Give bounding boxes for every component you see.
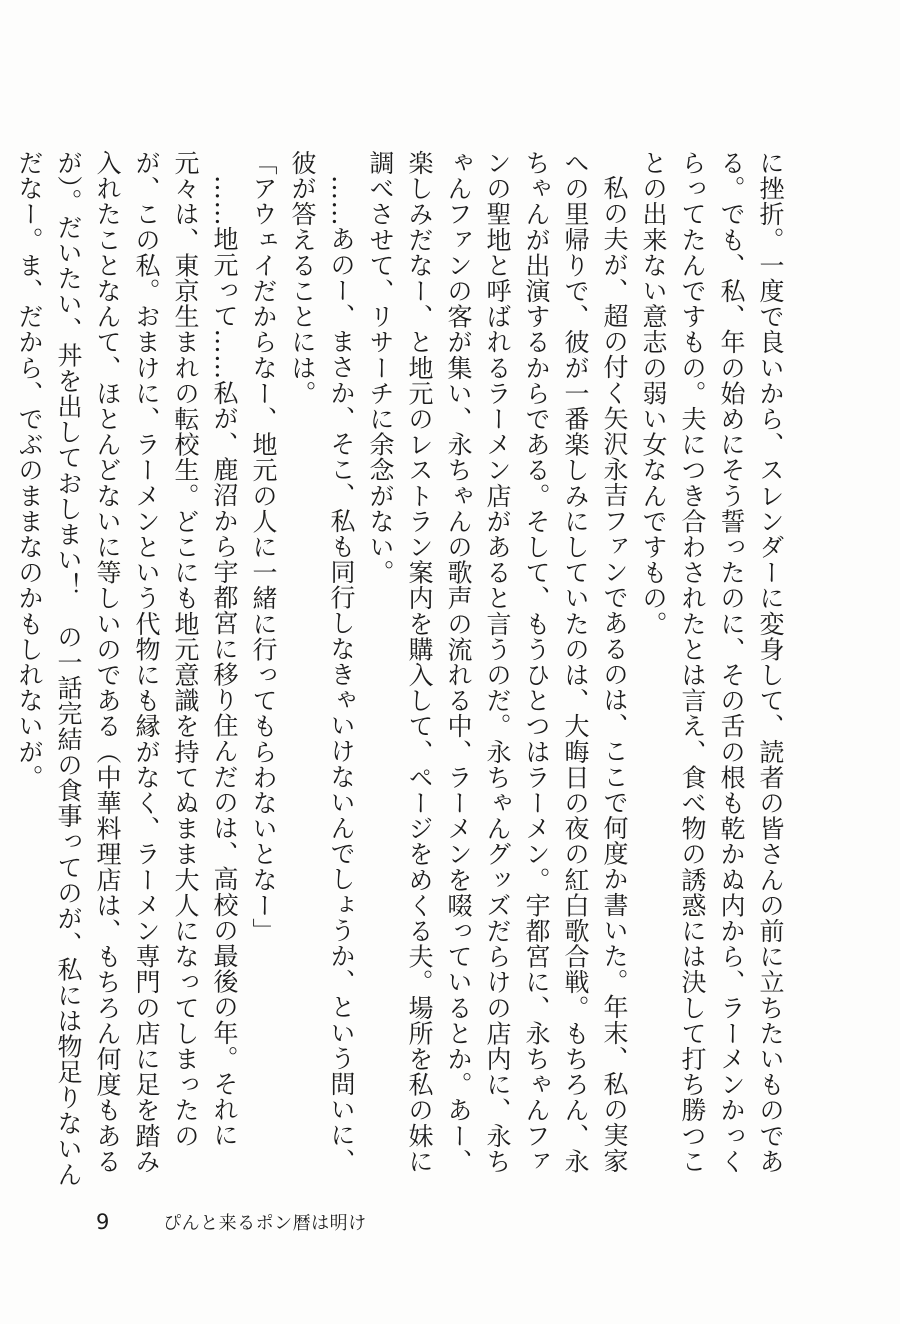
page-footer: [96, 1209, 367, 1235]
paragraph: 私の夫が、超の付く矢沢永吉ファンであるのは、ここで何度か書いた。年末、私の実家への里帰りで、彼が一番楽しみにしていたのは、大晦日の夜の紅白歌合戦。もちろん、永ちゃんが出演するからである。そして、もうひとつはラーメン。宇都宮に、永ちゃんファンの聖地と呼ばれるラーメン店があると言うのだ。永ちゃんグッズだらけの店内に、永ちゃんファンの客が集い、永ちゃんの歌声の流れる中、ラーメンを啜っているとか。あー、楽しみだなー、と地元のレストラン案内を購入して、ページをめくる夫。場所を私の妹に調べさせて、リサーチに余念がない。: [366, 150, 629, 1174]
dialogue-paragraph: 「アウェイだからなー、地元の人に一緒に行ってもらわないとなー」: [249, 150, 278, 944]
vertical-body-text: [10, 150, 790, 1190]
running-title: ぴんと来るポン暦は明け: [163, 1213, 367, 1234]
page-number: 9: [96, 1210, 110, 1234]
paragraph: に挫折。一度で良いから、スレンダーに変身して、読者の皆さんの前に立ちたいものである。でも、私、年の始めにそう誓ったのに、その舌の根も乾かぬ内から、ラーメンかっくらってたんですもの。夫につき合わされたとは言え、食べ物の誘惑には決して打ち勝つことの出来ない意志の弱い女なんですもの。: [639, 150, 785, 1174]
paragraph: ……あのー、まさか、そこ、私も同行しなきゃいけないんでしょうか、という問いに、彼が答えることには。: [288, 150, 356, 1174]
paragraph: ……地元って……私が、鹿沼から宇都宮に移り住んだのは、高校の最後の年。それに元々は、東京生まれの転校生。どこにも地元意識を持てぬまま大人になってしまったのが、この私。おまけに、ラーメンという代物にも縁がなく、ラーメン専門の店に足を踏み入れたことなんて、ほとんどないに等しいのである（中華料理店は、もちろん何度もあるが）。だいたい、丼を出しておしまい！ の一話完結の食事ってのが、私には物足りないんだなー。ま、だから、でぶのままなのかもしれないが。: [15, 150, 239, 1188]
